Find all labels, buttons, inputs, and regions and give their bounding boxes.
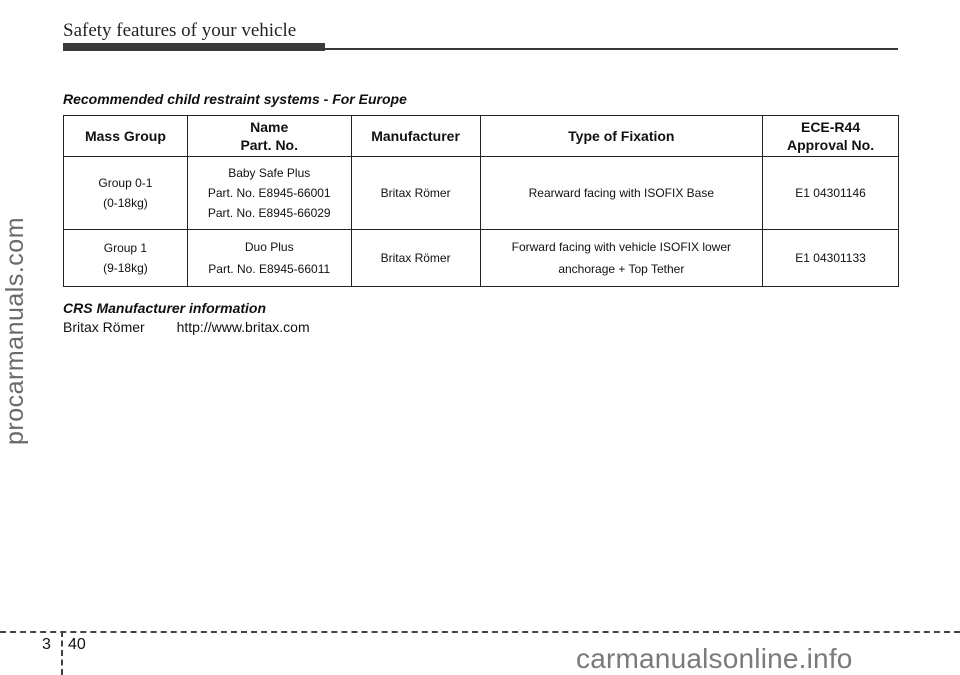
- cell-fixation: Rearward facing with ISOFIX Base: [480, 157, 763, 230]
- child-restraint-table: [63, 115, 899, 287]
- table-heading: Recommended child restraint systems - For Europe: [63, 91, 407, 107]
- table-row: [64, 157, 899, 230]
- crs-manufacturer-url[interactable]: http://www.britax.com: [176, 319, 310, 335]
- cell-approval: E1 04301146: [763, 157, 899, 230]
- side-watermark-text: procarmanuals.com: [1, 216, 29, 445]
- footer-dashed-rule: [0, 631, 960, 633]
- crs-info-heading: CRS Manufacturer information: [63, 300, 267, 316]
- column-header-fixation: Type of Fixation: [480, 116, 763, 157]
- cell-name: Duo Plus Part. No. E8945-66011: [187, 230, 351, 287]
- cell-fixation: Forward facing with vehicle ISOFIX lower anchorage + Top Tether: [480, 230, 763, 287]
- cell-name: Baby Safe Plus Part. No. E8945-66001 Part. No. E8945-66029: [187, 157, 351, 230]
- bottom-watermark: carmanualsonline.info: [576, 643, 853, 674]
- cell-mass-group: Group 0-1 (0-18kg): [64, 157, 188, 230]
- header-bar: [63, 43, 325, 51]
- section-title: Safety features of your vehicle: [63, 20, 297, 41]
- table-header-row: [64, 116, 899, 157]
- column-header-name: Name Part. No.: [187, 116, 351, 157]
- page-number: 40: [68, 636, 86, 653]
- page-chapter-number: 3: [42, 636, 51, 653]
- table-row: [64, 230, 899, 287]
- crs-info-row: [63, 319, 310, 335]
- cell-approval: E1 04301133: [763, 230, 899, 287]
- column-header-mass-group: Mass Group: [64, 116, 188, 157]
- footer-page-divider: [61, 631, 63, 675]
- header-rule: [325, 48, 898, 50]
- crs-manufacturer-name: Britax Römer: [63, 319, 145, 335]
- cell-manufacturer: Britax Römer: [351, 157, 480, 230]
- column-header-approval: ECE-R44 Approval No.: [763, 116, 899, 157]
- cell-mass-group: Group 1 (9-18kg): [64, 230, 188, 287]
- column-header-manufacturer: Manufacturer: [351, 116, 480, 157]
- cell-manufacturer: Britax Römer: [351, 230, 480, 287]
